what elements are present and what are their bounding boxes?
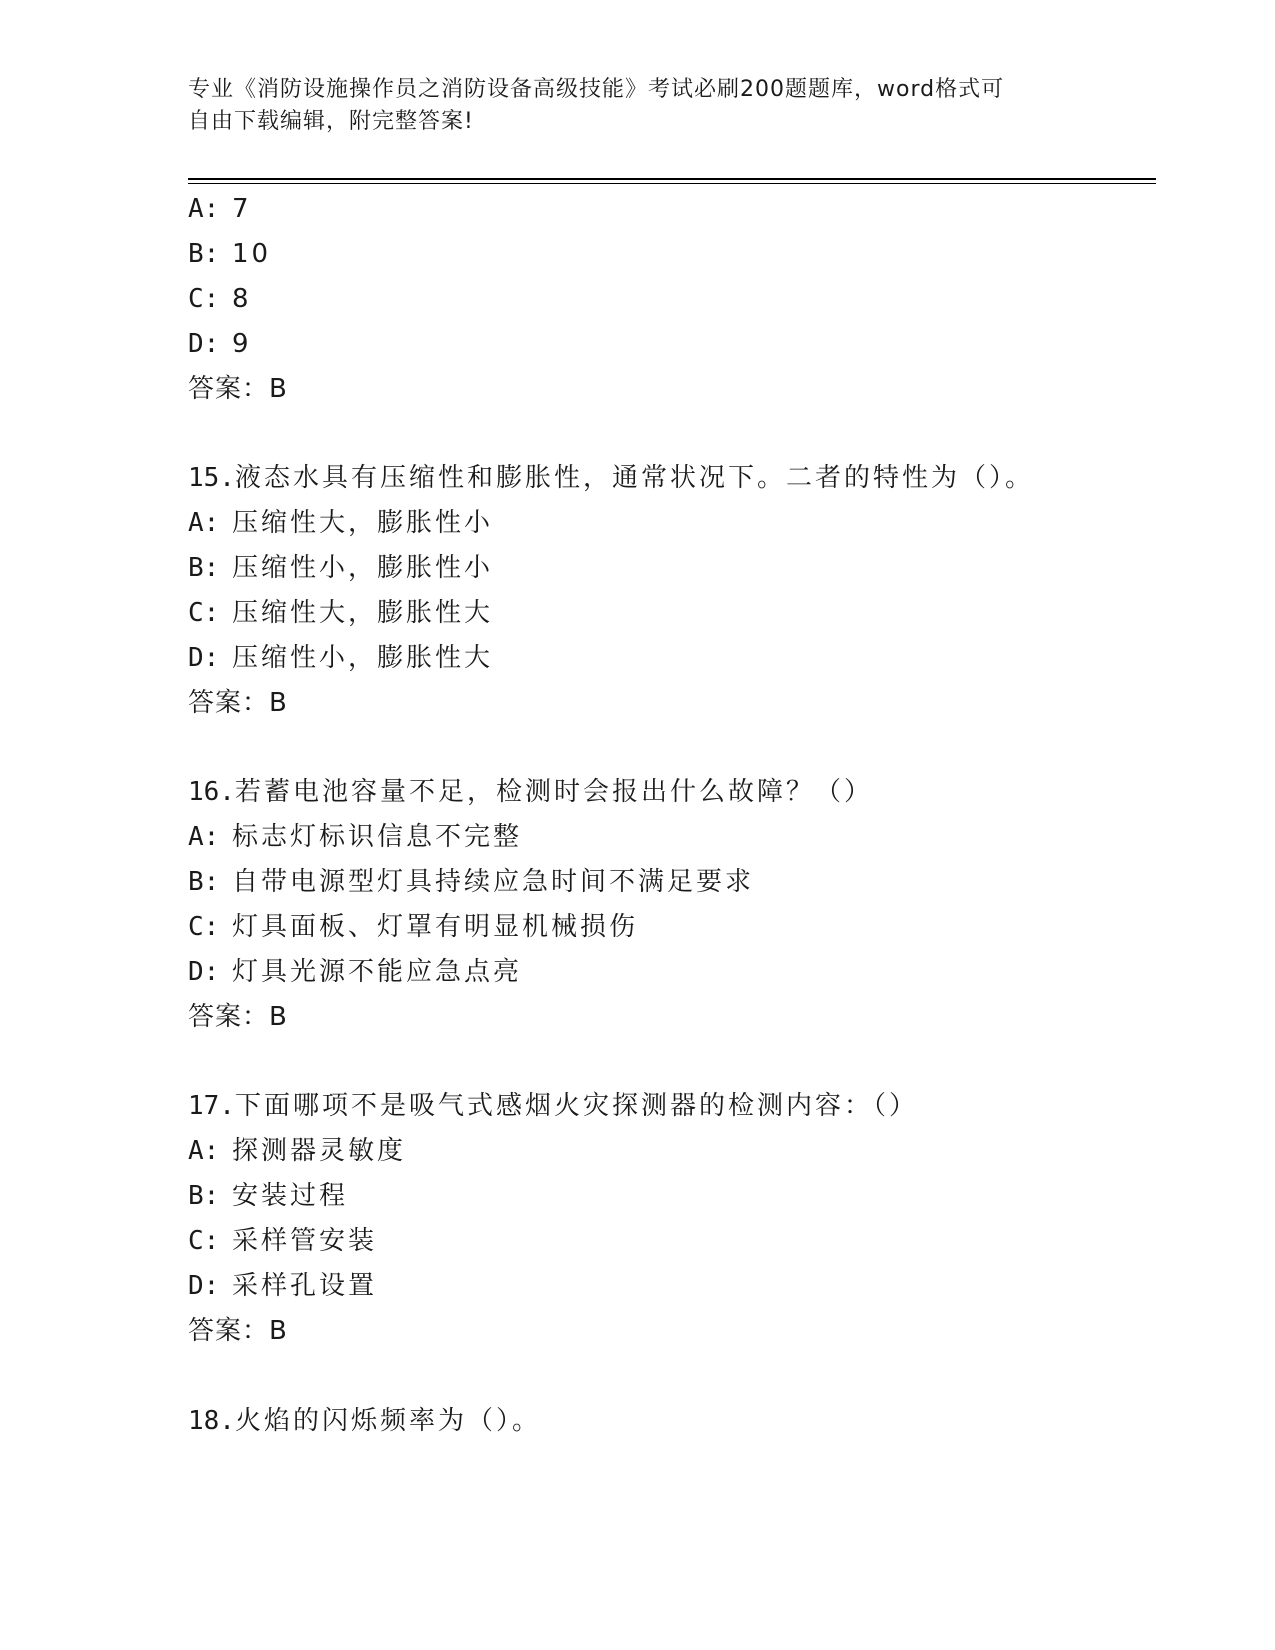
option-text: 采样管安装 bbox=[232, 1226, 378, 1256]
option-letter: A: bbox=[188, 508, 220, 538]
option-line bbox=[188, 1179, 348, 1213]
option-letter: C: bbox=[188, 912, 220, 942]
option-line bbox=[188, 237, 271, 271]
question-text: 液态水具有压缩性和膨胀性，通常状况下。二者的特性为（）。 bbox=[234, 463, 1034, 493]
document-header bbox=[188, 74, 1088, 138]
question-stem bbox=[188, 461, 1034, 495]
option-line bbox=[188, 641, 493, 675]
option-line bbox=[188, 1224, 377, 1258]
option-letter: B: bbox=[188, 1181, 220, 1211]
option-line bbox=[188, 865, 754, 899]
question-text: 火焰的闪烁频率为（）。 bbox=[234, 1406, 541, 1436]
option-letter: D: bbox=[188, 957, 220, 987]
option-text: 采样孔设置 bbox=[232, 1271, 378, 1301]
answer-line: 答案：B bbox=[188, 374, 288, 404]
option-text: 7 bbox=[232, 194, 252, 224]
option-letter: D: bbox=[188, 643, 220, 673]
option-text: 灯具光源不能应急点亮 bbox=[232, 957, 523, 987]
option-line bbox=[188, 282, 252, 316]
option-text: 9 bbox=[232, 329, 252, 359]
option-letter: C: bbox=[188, 1226, 220, 1256]
question-number: 15. bbox=[188, 463, 235, 493]
option-letter: C: bbox=[188, 284, 220, 314]
option-letter: A: bbox=[188, 1136, 220, 1166]
answer-line: 答案：B bbox=[188, 688, 288, 718]
answer-line: 答案：B bbox=[188, 1316, 288, 1346]
option-text: 10 bbox=[232, 239, 272, 269]
header-rule-thick bbox=[188, 178, 1156, 180]
header-line-1: 专业《消防设施操作员之消防设备高级技能》考试必刷200题题库，word格式可 bbox=[188, 77, 1005, 102]
question-text: 若蓄电池容量不足，检测时会报出什么故障？（） bbox=[234, 777, 873, 807]
option-letter: B: bbox=[188, 867, 220, 897]
option-letter: C: bbox=[188, 598, 220, 628]
option-text: 压缩性大，膨胀性小 bbox=[232, 508, 494, 538]
option-letter: A: bbox=[188, 194, 220, 224]
option-text: 标志灯标识信息不完整 bbox=[232, 822, 523, 852]
option-line bbox=[188, 192, 252, 226]
option-letter: D: bbox=[188, 1271, 220, 1301]
option-line bbox=[188, 910, 638, 944]
option-line bbox=[188, 1269, 377, 1303]
option-text: 8 bbox=[232, 284, 252, 314]
question-number: 16. bbox=[188, 777, 235, 807]
answer-line: 答案：B bbox=[188, 1002, 288, 1032]
option-line bbox=[188, 820, 522, 854]
question-number: 17. bbox=[188, 1091, 235, 1121]
header-line-2: 自由下载编辑，附完整答案! bbox=[188, 109, 474, 134]
option-letter: B: bbox=[188, 239, 220, 269]
question-stem bbox=[188, 1089, 918, 1123]
option-line bbox=[188, 1134, 406, 1168]
option-text: 压缩性小，膨胀性大 bbox=[232, 643, 494, 673]
option-text: 压缩性小，膨胀性小 bbox=[232, 553, 494, 583]
option-letter: A: bbox=[188, 822, 220, 852]
question-stem bbox=[188, 1404, 541, 1438]
option-text: 压缩性大，膨胀性大 bbox=[232, 598, 494, 628]
option-text: 安装过程 bbox=[232, 1181, 349, 1211]
option-letter: D: bbox=[188, 329, 220, 359]
option-line bbox=[188, 551, 493, 585]
question-stem bbox=[188, 775, 873, 809]
option-text: 探测器灵敏度 bbox=[232, 1136, 407, 1166]
option-text: 灯具面板、灯罩有明显机械损伤 bbox=[232, 912, 639, 942]
option-text: 自带电源型灯具持续应急时间不满足要求 bbox=[232, 867, 755, 897]
question-number: 18. bbox=[188, 1406, 235, 1436]
header-rule-thin bbox=[188, 183, 1156, 184]
option-line bbox=[188, 327, 252, 361]
option-line bbox=[188, 506, 493, 540]
option-line bbox=[188, 596, 493, 630]
question-text: 下面哪项不是吸气式感烟火灾探测器的检测内容：（） bbox=[234, 1091, 918, 1121]
option-letter: B: bbox=[188, 553, 220, 583]
option-line bbox=[188, 955, 522, 989]
